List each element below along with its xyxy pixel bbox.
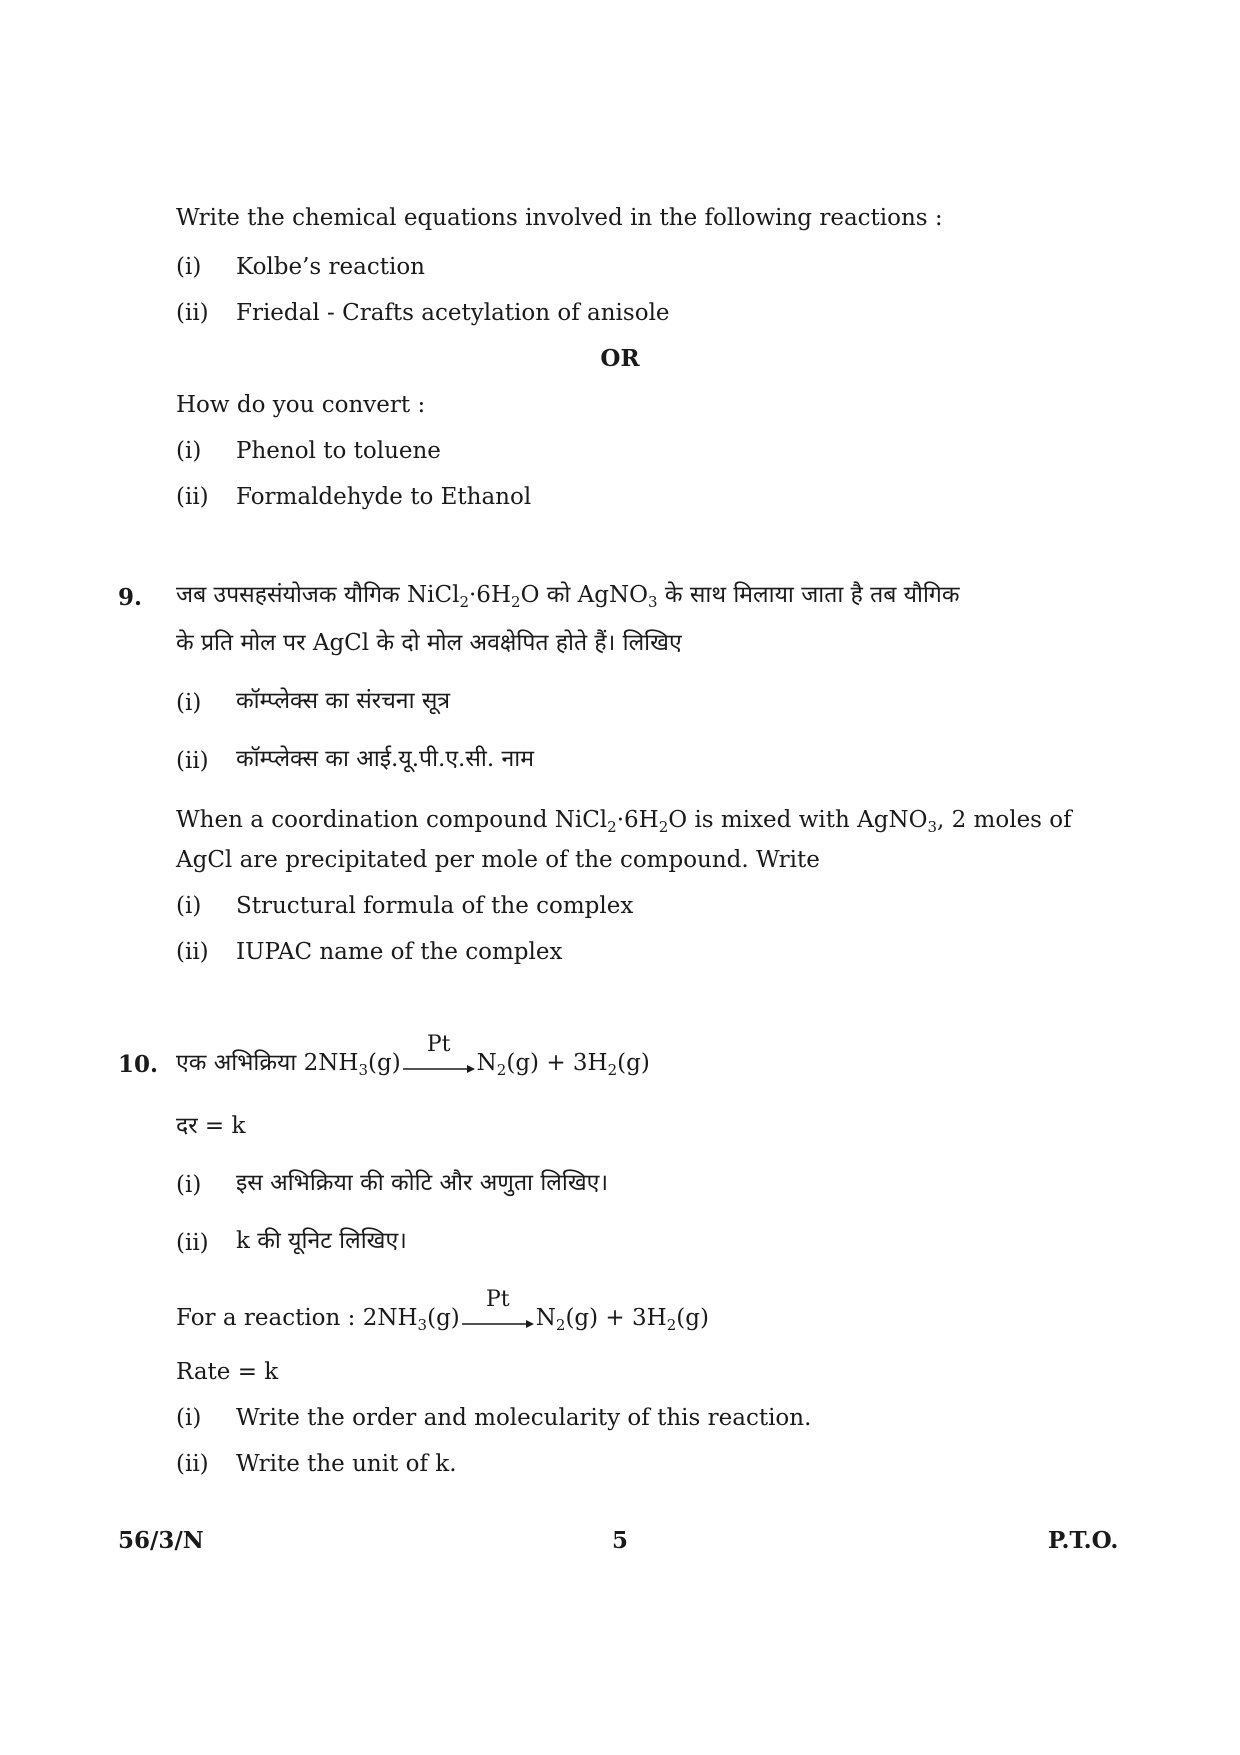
or-divider: OR: [600, 345, 640, 372]
question-number: 10.: [118, 1051, 159, 1078]
item-label: (ii): [176, 484, 209, 510]
item-label: (ii): [176, 939, 209, 965]
item-text: Write the order and molecularity of this reaction.: [236, 1405, 812, 1431]
item-text: Formaldehyde to Ethanol: [236, 484, 532, 510]
question-number: 9.: [118, 584, 143, 611]
item-text: k की यूनिट लिखिए।: [236, 1228, 407, 1254]
item-label: (ii): [176, 300, 209, 326]
item-text: Write the unit of k.: [236, 1451, 457, 1477]
q9-english-line-2: AgCl are precipitated per mole of the compound. Write: [176, 847, 820, 873]
english-rate-law: Rate = k: [176, 1359, 279, 1385]
q9-hindi-line-1: जब उपसहसंयोजक यौगिक $NiCl_2\cdot 6H_2O$ को AgNO$_3$ के साथ मिलाया जाता है तब यौगिक: [176, 582, 960, 611]
page-number: 5: [611, 1527, 628, 1554]
item-text: Structural formula of the complex: [236, 893, 634, 919]
item-label: (ii): [176, 1230, 209, 1256]
item-text: Phenol to toluene: [236, 438, 441, 464]
alt-intro: How do you convert :: [176, 392, 426, 418]
item-label: (i): [176, 893, 202, 919]
item-text: इस अभिक्रिया की कोटि और अणुता लिखिए।: [236, 1170, 609, 1196]
item-label: (ii): [176, 748, 209, 774]
item-label: (i): [176, 1172, 202, 1198]
item-text: Kolbe’s reaction: [236, 254, 425, 280]
item-text: कॉम्प्लेक्स का आई.यू.पी.ए.सी. नाम: [236, 746, 534, 772]
q10-hindi-equation: एक अभिक्रिया $2NH_3(g)$ Pt $N_2(g) + 3H_2(g)$: [176, 1032, 650, 1079]
paper-code: 56/3/N: [118, 1527, 204, 1554]
item-text: IUPAC name of the complex: [236, 939, 563, 965]
q10-english-equation: For a reaction : $2NH_3(g)$ Pt $N_2(g) + 3H_2(g)$: [176, 1287, 709, 1334]
q9-english-line-1: When a coordination compound $NiCl_2\cdot 6H_2O$ is mixed with AgNO$_3$, 2 moles of: [176, 807, 1072, 836]
q9-hindi-line-2: के प्रति मोल पर AgCl के दो मोल अवक्षेपित होते हैं। लिखिए: [176, 630, 682, 656]
item-label: (i): [176, 254, 202, 280]
reaction-arrow: Pt: [403, 1048, 475, 1078]
reaction-arrow: Pt: [462, 1303, 534, 1333]
question-intro: Write the chemical equations involved in the following reactions :: [176, 205, 943, 231]
item-label: (i): [176, 1405, 202, 1431]
item-label: (i): [176, 690, 202, 716]
hindi-rate-law: दर = k: [176, 1113, 246, 1139]
item-text: Friedal - Crafts acetylation of anisole: [236, 300, 670, 326]
item-label: (i): [176, 438, 202, 464]
item-label: (ii): [176, 1451, 209, 1477]
item-text: कॉम्प्लेक्स का संरचना सूत्र: [236, 688, 451, 714]
please-turn-over: P.T.O.: [1048, 1527, 1119, 1554]
